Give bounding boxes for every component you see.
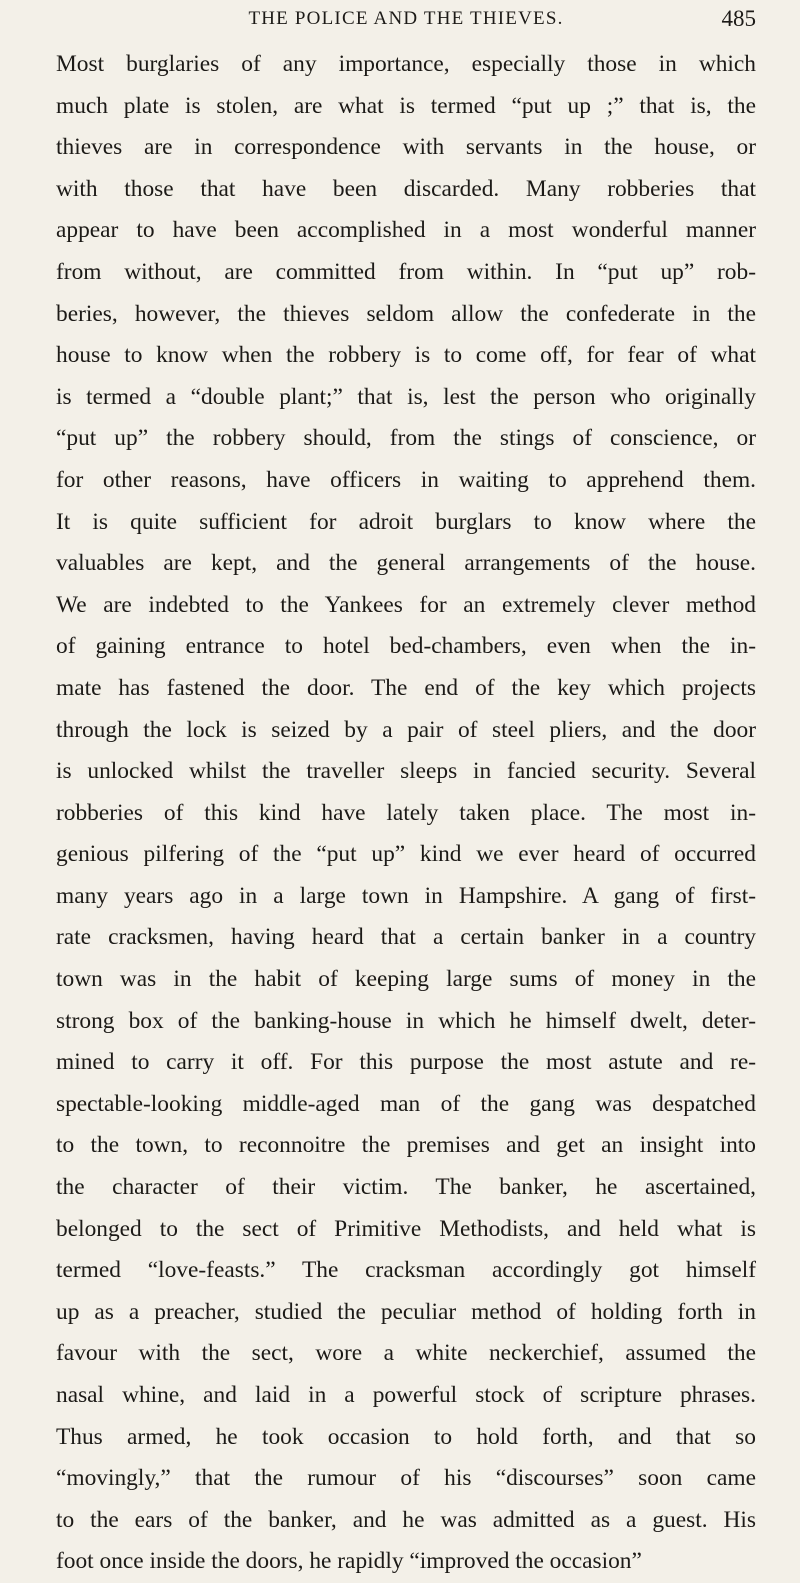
text-line: robberies of this kind have lately taken place. The most in- <box>56 799 756 826</box>
text-line: up as a preacher, studied the peculiar method of holding forth in <box>56 1298 756 1325</box>
text-line: mate has fastened the door. The end of the key which projects <box>56 674 756 701</box>
page-number: 485 <box>721 6 756 31</box>
text-line: valuables are kept, and the general arrangements of the house. <box>56 550 756 577</box>
text-line: many years ago in a large town in Hampshire. A gang of first- <box>56 882 756 909</box>
body-paragraph <box>56 44 756 1583</box>
text-line: It is quite sufficient for adroit burglars to know where the <box>56 508 756 535</box>
text-line: “movingly,” that the rumour of his “discourses” soon came <box>56 1465 756 1492</box>
text-line: for other reasons, have officers in waiting to apprehend them. <box>56 466 756 493</box>
text-line: town was in the habit of keeping large sums of money in the <box>56 966 756 993</box>
text-line: strong box of the banking-house in which he himself dwelt, deter- <box>56 1007 756 1034</box>
text-line: beries, however, the thieves seldom allow the confederate in the <box>56 300 756 327</box>
running-title: THE POLICE AND THE THIEVES. <box>248 8 564 29</box>
text-line: rate cracksmen, having heard that a certain banker in a country <box>56 924 756 951</box>
text-line: of gaining entrance to hotel bed-chambers, even when the in- <box>56 633 756 660</box>
text-line: is termed a “double plant;” that is, lest the person who originally <box>56 383 756 410</box>
text-line: spectable-looking middle-aged man of the gang was despatched <box>56 1090 756 1117</box>
text-line: to the town, to reconnoitre the premises and get an insight into <box>56 1132 756 1159</box>
text-line: appear to have been accomplished in a most wonderful manner <box>56 217 756 244</box>
text-line: nasal whine, and laid in a powerful stock of scripture phrases. <box>56 1382 756 1408</box>
text-line: much plate is stolen, are what is termed “put up ;” that is, the <box>56 92 756 119</box>
text-line: from without, are committed from within. In “put up” rob- <box>56 258 756 285</box>
text-line: We are indebted to the Yankees for an extremely clever method <box>56 591 756 618</box>
text-line: mined to carry it off. For this purpose the most astute and re- <box>56 1049 756 1076</box>
text-line: favour with the sect, wore a white neckerchief, assumed the <box>56 1340 756 1367</box>
text-line: foot once inside the doors, he rapidly “improved the occasion” <box>56 1548 642 1575</box>
text-line: is unlocked whilst the traveller sleeps in fancied security. Several <box>56 758 756 785</box>
text-line: termed “love-feasts.” The cracksman accordingly got himself <box>56 1257 756 1284</box>
text-line: to the ears of the banker, and he was admitted as a guest. His <box>56 1506 756 1533</box>
text-line: the character of their victim. The banker, he ascertained, <box>56 1174 756 1201</box>
text-line: Most burglaries of any importance, especially those in which <box>56 51 756 77</box>
text-line: genious pilfering of the “put up” kind we ever heard of occurred <box>56 841 756 868</box>
text-line: “put up” the robbery should, from the stings of conscience, or <box>56 425 756 452</box>
running-head <box>56 6 756 40</box>
text-line: Thus armed, he took occasion to hold forth, and that so <box>56 1423 756 1450</box>
text-line: house to know when the robbery is to come off, for fear of what <box>56 342 756 369</box>
text-line: with those that have been discarded. Many robberies that <box>56 175 756 202</box>
text-line: belonged to the sect of Primitive Methodists, and held what is <box>56 1215 756 1242</box>
text-line: thieves are in correspondence with servants in the house, or <box>56 134 756 161</box>
text-line: through the lock is seized by a pair of steel pliers, and the door <box>56 716 756 743</box>
